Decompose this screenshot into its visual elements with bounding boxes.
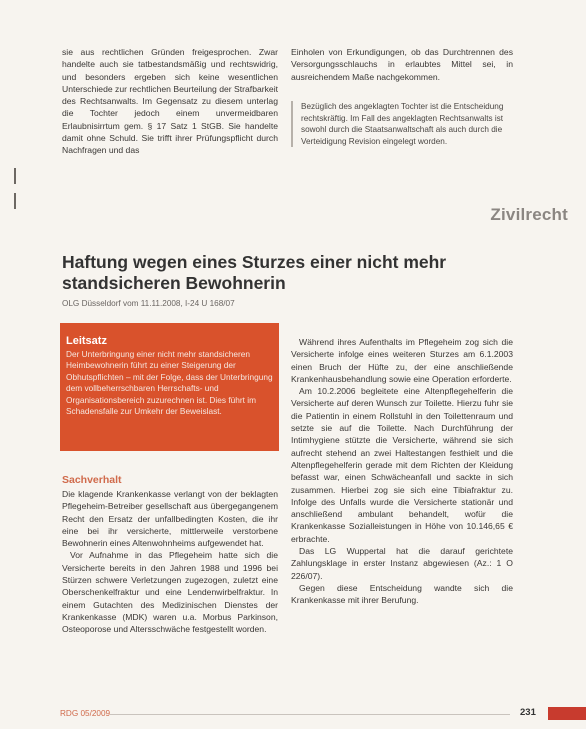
body-paragraph: Die klagende Krankenkasse verlangt von der beklagten Pflegeheim-Betreiber gesellschaft aus übergegangenem Recht den Ersatz der unfallbedingten Kosten, die ihr eine bei ihr versicherte, mittlerweile verstorbene Bewohnerin eines Altenwohnheims aufgewendet hat. (62, 489, 278, 549)
case-citation: OLG Düsseldorf vom 11.11.2008, I-24 U 168/07 (62, 299, 235, 308)
margin-mark (14, 168, 16, 184)
body-paragraph: Während ihres Aufenthalts im Pflegeheim zog sich die Versicherte infolge eines weiteren Sturzes am 6.1.2003 einen Bruch der Hüfte zu, der eine anschließende Krankenhausbehandlung sowie eine Operation erforderte. (291, 337, 513, 384)
continued-text-left-column (62, 46, 278, 157)
headnote-heading: Leitsatz (66, 335, 107, 347)
continued-text-right-column (291, 46, 513, 83)
headnote-box (60, 323, 279, 451)
footer-divider (110, 714, 510, 715)
body-paragraph: Einholen von Erkundigungen, ob das Durchtrennen des Versorgungsschlauchs in erlaubtes Mittel sei, in ausreichendem Maße nachgekommen. (291, 47, 513, 82)
editorial-note: Bezüglich des angeklagten Tochter ist die Entscheidung rechtskräftig. Im Fall des angeklagten Rechtsanwalts ist sowohl durch die Staatsanwaltschaft als auch durch die Verteidigung Revision eingelegt worden. (291, 101, 513, 147)
body-paragraph: Am 10.2.2006 begleitete eine Altenpflegehelferin die Versicherte auf deren Wunsch zur Toilette. Hierzu fuhr sie die Patientin in einem Rollstuhl in den Toilettenraum und setzte sie auf die Toilette. Nach Durchführung der Intimhygiene stützte die Versicherte, während sie sich aufrecht stehend an zwei Haltestangen festhielt und die Altenpflegehelferin gerade mit dem Richten der Kleidung befasst war, einen Schwächeanfall und sackte in sich zusammen. Hierbei zog sie sich eine Tibiafraktur zu. Infolge des Unfalls wurde die Versicherte stationär und anschließend ambulant behandelt, wofür die Krankenkasse Sozialleistungen in Höhe von 10.146,65 € erbrachte. (291, 386, 513, 544)
facts-heading: Sachverhalt (62, 474, 122, 486)
footer-accent-bar (548, 707, 586, 720)
body-paragraph: Vor Aufnahme in das Pflegeheim hatte sich die Versicherte bereits in den Jahren 1988 und 1996 bei Stürzen schwere Verletzungen zugezogen, zuletzt eine Oberschenkelfraktur und eine Lendenwirbelfraktur. In einem Gutachten des Medizinischen Dienstes der Krankenkasse (MDK) waren u.a. Morbus Parkinson, Osteoporose und Altersschwäche festgestellt worden. (62, 550, 278, 635)
article-title: Haftung wegen eines Sturzes einer nicht mehr standsicheren Bewohnerin (62, 252, 447, 293)
margin-mark (14, 193, 16, 209)
facts-column (62, 488, 278, 636)
page-number: 231 (520, 707, 536, 718)
facts-continued-column (291, 336, 513, 607)
body-paragraph: Das LG Wuppertal hat die darauf gerichtete Zahlungsklage in erster Instanz abgewiesen (Az.: 1 O 226/07). (291, 546, 513, 581)
journal-issue: RDG 05/2009 (60, 709, 111, 718)
body-paragraph: Gegen diese Entscheidung wandte sich die Krankenkasse mit ihrer Berufung. (291, 582, 513, 606)
headnote-text: Der Unterbringung einer nicht mehr standsicheren Heimbewohnerin führt zu einer Steigerung der Obhutspflichten – mit der Folge, dass der Unterbringung dem vollbeherrschbaren Herrschafts- und Organisationsbereich zuzurechnen ist. Dies führt im Schadensfalle zur Umkehr der Beweislast. (66, 349, 273, 417)
section-heading: Zivilrecht (490, 205, 568, 224)
body-paragraph: sie aus rechtlichen Gründen freigesprochen. Zwar handelte auch sie tatbestandsmäßig und rechtswidrig, und besonders ergeben sich keine wesentlichen Unterschiede zur rechtlichen Beurteilung der Strafbarkeit des Rechtsanwalts. Im Gegensatz zu diesem unterlag die Tochter jedoch einem unvermeidbaren Erlaubnisirrtum gem. § 17 Satz 1 StGB. Sie handelte damit ohne Schuld. Sie trifft ihrer Prüfungspflicht durch Nachfragen und das (62, 47, 278, 156)
